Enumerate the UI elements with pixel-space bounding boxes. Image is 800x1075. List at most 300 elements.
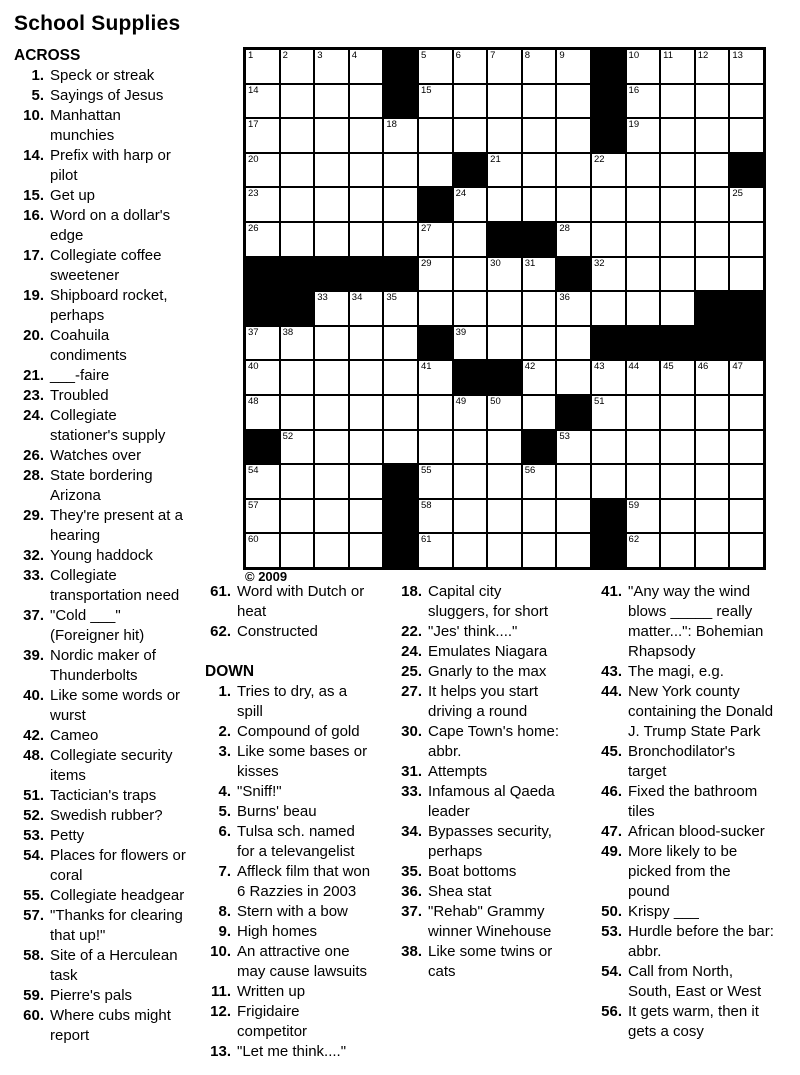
black-cell [556, 257, 591, 292]
grid-cell[interactable] [314, 153, 349, 188]
black-cell [591, 533, 626, 568]
grid-cell[interactable] [314, 464, 349, 499]
grid-cell[interactable] [453, 533, 488, 568]
copyright-notice: © 2009 [245, 569, 288, 584]
grid-cell[interactable] [418, 395, 453, 430]
grid-cell[interactable] [453, 464, 488, 499]
grid-cell[interactable] [245, 49, 280, 84]
grid-cell[interactable] [591, 187, 626, 222]
cell-number: 31 [524, 257, 536, 269]
grid-cell[interactable] [280, 49, 315, 84]
grid-cell[interactable] [729, 118, 764, 153]
clue-number: 1. [31, 67, 44, 84]
grid-cell[interactable] [626, 118, 661, 153]
grid-cell[interactable] [383, 326, 418, 361]
grid-cell[interactable] [660, 464, 695, 499]
clue-item [398, 822, 566, 862]
grid-cell[interactable] [280, 326, 315, 361]
clue-text: Collegiate coffee sweetener [50, 247, 162, 284]
clue-number: 31. [401, 763, 422, 780]
cell-number: 44 [628, 361, 640, 373]
clue-item [205, 1002, 373, 1042]
clue-item [205, 622, 373, 642]
black-cell [591, 326, 626, 361]
grid-cell[interactable] [349, 499, 384, 534]
cell-number: 59 [628, 499, 640, 511]
grid-cell[interactable] [418, 430, 453, 465]
cell-number: 35 [386, 292, 397, 304]
grid-cell[interactable] [556, 187, 591, 222]
grid-cell[interactable] [522, 464, 557, 499]
grid-cell[interactable] [522, 49, 557, 84]
cell-number: 45 [663, 361, 674, 373]
grid-cell[interactable] [695, 257, 730, 292]
clue-number: 26. [23, 447, 44, 464]
grid-cell[interactable] [314, 395, 349, 430]
grid-cell[interactable] [314, 222, 349, 257]
grid-cell[interactable] [453, 49, 488, 84]
clue-text: Young haddock [50, 547, 153, 564]
grid-cell[interactable] [660, 360, 695, 395]
grid-cell[interactable] [349, 84, 384, 119]
grid-cell[interactable] [487, 84, 522, 119]
cell-number: 55 [420, 465, 432, 477]
clue-item [14, 1006, 187, 1046]
grid-cell[interactable] [660, 533, 695, 568]
clue-number: 5. [218, 803, 231, 820]
grid-cell[interactable] [487, 257, 522, 292]
clue-text: Word on a dollar's edge [50, 207, 171, 244]
grid-cell[interactable] [626, 84, 661, 119]
black-cell [383, 533, 418, 568]
grid-cell[interactable] [626, 430, 661, 465]
clue-item [398, 622, 566, 642]
grid-cell[interactable] [591, 360, 626, 395]
grid-cell[interactable] [695, 360, 730, 395]
grid-cell[interactable] [314, 360, 349, 395]
grid-cell[interactable] [556, 430, 591, 465]
grid-cell[interactable] [522, 118, 557, 153]
clue-number: 1. [218, 683, 231, 700]
grid-cell[interactable] [349, 430, 384, 465]
grid-cell[interactable] [522, 326, 557, 361]
black-cell [280, 257, 315, 292]
clue-text: Bronchodilator's target [628, 743, 736, 780]
grid-cell[interactable] [280, 499, 315, 534]
clue-text: Tulsa sch. named for a televangelist [237, 823, 355, 860]
grid-cell[interactable] [487, 533, 522, 568]
grid-cell[interactable] [729, 499, 764, 534]
grid-cell[interactable] [591, 222, 626, 257]
grid-cell[interactable] [280, 118, 315, 153]
grid-cell[interactable] [626, 291, 661, 326]
grid-cell[interactable] [453, 222, 488, 257]
grid-cell[interactable] [695, 464, 730, 499]
clue-number: 56. [601, 1003, 622, 1020]
grid-cell[interactable] [349, 533, 384, 568]
grid-cell[interactable] [349, 153, 384, 188]
grid-cell[interactable] [383, 291, 418, 326]
down-heading: DOWN [205, 663, 255, 680]
grid-cell[interactable] [626, 153, 661, 188]
grid-cell[interactable] [453, 187, 488, 222]
cell-number: 56 [524, 465, 536, 477]
clue-item [596, 582, 774, 662]
clue-item [14, 106, 187, 146]
black-cell [314, 257, 349, 292]
clue-item [205, 782, 373, 802]
grid-cell[interactable] [522, 84, 557, 119]
grid-cell[interactable] [245, 464, 280, 499]
grid-cell[interactable] [280, 187, 315, 222]
grid-cell[interactable] [280, 464, 315, 499]
grid-cell[interactable] [314, 291, 349, 326]
grid-cell[interactable] [522, 395, 557, 430]
clue-text: It gets warm, then it gets a cosy [628, 1003, 759, 1040]
grid-cell[interactable] [280, 84, 315, 119]
grid-cell[interactable] [349, 360, 384, 395]
clue-item [205, 982, 373, 1002]
cell-number: 52 [282, 430, 294, 442]
grid-cell[interactable] [660, 84, 695, 119]
clue-number: 51. [23, 787, 44, 804]
clue-item [14, 786, 187, 806]
grid-cell[interactable] [591, 430, 626, 465]
grid-cell[interactable] [660, 118, 695, 153]
grid-cell[interactable] [453, 257, 488, 292]
grid-cell[interactable] [487, 499, 522, 534]
grid-cell[interactable] [314, 187, 349, 222]
cell-number: 21 [490, 153, 501, 165]
clue-number: 46. [601, 783, 622, 800]
grid-cell[interactable] [556, 326, 591, 361]
cell-number: 2 [282, 50, 288, 61]
grid-cell[interactable] [729, 187, 764, 222]
black-cell [729, 153, 764, 188]
grid-cell[interactable] [418, 360, 453, 395]
grid-cell[interactable] [453, 84, 488, 119]
grid-cell[interactable] [453, 395, 488, 430]
grid-cell[interactable] [660, 49, 695, 84]
grid-cell[interactable] [591, 257, 626, 292]
clue-number: 30. [401, 723, 422, 740]
clue-text: Call from North, South, East or West [628, 963, 762, 1000]
cell-number: 16 [628, 84, 640, 96]
grid-cell[interactable] [729, 533, 764, 568]
clue-text: Compound of gold [237, 723, 360, 740]
clue-text: Petty [50, 827, 85, 844]
clue-text: Capital city sluggers, for short [428, 583, 549, 620]
grid-cell[interactable] [626, 464, 661, 499]
grid-cell[interactable] [729, 395, 764, 430]
across-clue-column [14, 46, 187, 1046]
puzzle-title: School Supplies [14, 12, 181, 35]
grid-cell[interactable] [591, 395, 626, 430]
grid-cell[interactable] [729, 257, 764, 292]
clue-text: Site of a Herculean task [50, 947, 178, 984]
grid-cell[interactable] [383, 153, 418, 188]
clue-number: 58. [23, 947, 44, 964]
clue-item [14, 946, 187, 986]
black-cell [695, 291, 730, 326]
grid-cell[interactable] [245, 118, 280, 153]
clue-item [205, 802, 373, 822]
grid-cell[interactable] [522, 533, 557, 568]
grid-cell[interactable] [245, 153, 280, 188]
clue-text: Burns' beau [237, 803, 317, 820]
grid-cell[interactable] [487, 187, 522, 222]
cell-number: 11 [663, 50, 673, 61]
grid-cell[interactable] [660, 395, 695, 430]
grid-cell[interactable] [660, 257, 695, 292]
clue-item [14, 566, 187, 606]
cell-number: 47 [732, 361, 743, 373]
clue-text: Collegiate headgear [50, 887, 185, 904]
cell-number: 15 [420, 84, 432, 96]
grid-cell[interactable] [626, 187, 661, 222]
grid-cell[interactable] [349, 326, 384, 361]
grid-cell[interactable] [245, 499, 280, 534]
grid-cell[interactable] [487, 395, 522, 430]
grid-cell[interactable] [660, 291, 695, 326]
grid-cell[interactable] [660, 499, 695, 534]
grid-cell[interactable] [280, 430, 315, 465]
grid-cell[interactable] [660, 222, 695, 257]
black-cell [487, 222, 522, 257]
grid-cell[interactable] [487, 49, 522, 84]
grid-cell[interactable] [383, 187, 418, 222]
grid-cell[interactable] [522, 153, 557, 188]
clue-number: 59. [23, 987, 44, 1004]
grid-cell[interactable] [349, 464, 384, 499]
grid-cell[interactable] [314, 533, 349, 568]
grid-cell[interactable] [418, 153, 453, 188]
grid-cell[interactable] [453, 326, 488, 361]
grid-cell[interactable] [418, 499, 453, 534]
grid-cell[interactable] [695, 499, 730, 534]
grid-cell[interactable] [383, 222, 418, 257]
grid-cell[interactable] [418, 118, 453, 153]
clue-text: Troubled [50, 387, 109, 404]
cell-number: 19 [628, 119, 640, 131]
grid-cell[interactable] [556, 153, 591, 188]
grid-cell[interactable] [280, 395, 315, 430]
grid-cell[interactable] [729, 222, 764, 257]
clue-text: Attempts [428, 763, 488, 780]
grid-cell[interactable] [314, 499, 349, 534]
clue-number: 9. [218, 923, 231, 940]
cell-number: 3 [317, 50, 323, 61]
grid-cell[interactable] [522, 360, 557, 395]
clue-item [14, 806, 187, 826]
grid-cell[interactable] [626, 257, 661, 292]
black-cell [383, 84, 418, 119]
grid-cell[interactable] [695, 222, 730, 257]
grid-cell[interactable] [245, 187, 280, 222]
grid-cell[interactable] [522, 291, 557, 326]
grid-cell[interactable] [487, 430, 522, 465]
black-cell [522, 222, 557, 257]
grid-cell[interactable] [245, 84, 280, 119]
grid-cell[interactable] [626, 395, 661, 430]
grid-cell[interactable] [556, 499, 591, 534]
grid-cell[interactable] [383, 395, 418, 430]
grid-cell[interactable] [349, 187, 384, 222]
grid-cell[interactable] [280, 360, 315, 395]
black-cell [729, 291, 764, 326]
grid-cell[interactable] [314, 49, 349, 84]
grid-cell[interactable] [660, 430, 695, 465]
clue-number: 43. [601, 663, 622, 680]
grid-cell[interactable] [418, 84, 453, 119]
clue-item [14, 186, 187, 206]
grid-cell[interactable] [556, 291, 591, 326]
clue-text: Written up [237, 983, 306, 1000]
grid-cell[interactable] [245, 395, 280, 430]
grid-cell[interactable] [626, 222, 661, 257]
grid-cell[interactable] [695, 430, 730, 465]
clue-number: 18. [401, 583, 422, 600]
grid-cell[interactable] [695, 49, 730, 84]
grid-cell[interactable] [556, 222, 591, 257]
grid-cell[interactable] [660, 187, 695, 222]
grid-cell[interactable] [522, 187, 557, 222]
grid-cell[interactable] [349, 49, 384, 84]
grid-cell[interactable] [453, 430, 488, 465]
grid-cell[interactable] [245, 533, 280, 568]
cell-number: 62 [628, 534, 640, 546]
grid-cell[interactable] [418, 533, 453, 568]
grid-cell[interactable] [626, 499, 661, 534]
grid-cell[interactable] [487, 291, 522, 326]
black-cell [418, 187, 453, 222]
clue-text: It helps you start driving a round [428, 683, 539, 720]
clue-number: 10. [23, 107, 44, 124]
grid-cell[interactable] [418, 222, 453, 257]
grid-cell[interactable] [245, 222, 280, 257]
clue-number: 8. [218, 903, 231, 920]
clue-item [596, 902, 774, 922]
grid-cell[interactable] [314, 118, 349, 153]
grid-cell[interactable] [729, 430, 764, 465]
grid-cell[interactable] [418, 291, 453, 326]
clue-text: Infamous al Qaeda leader [428, 783, 555, 820]
grid-cell[interactable] [729, 360, 764, 395]
grid-cell[interactable] [349, 118, 384, 153]
grid-cell[interactable] [695, 84, 730, 119]
grid-cell[interactable] [695, 118, 730, 153]
grid-cell[interactable] [695, 395, 730, 430]
down-clue-list-2 [398, 582, 566, 982]
clue-item [14, 466, 187, 506]
grid-cell[interactable] [695, 153, 730, 188]
grid-cell[interactable] [729, 464, 764, 499]
grid-cell[interactable] [591, 153, 626, 188]
clue-number: 24. [401, 643, 422, 660]
clue-text: High homes [237, 923, 318, 940]
grid-cell[interactable] [383, 360, 418, 395]
grid-cell[interactable] [280, 153, 315, 188]
grid-cell[interactable] [487, 464, 522, 499]
cell-number: 61 [420, 534, 432, 546]
cell-number: 8 [524, 50, 531, 61]
grid-cell[interactable] [280, 533, 315, 568]
grid-cell[interactable] [349, 222, 384, 257]
grid-cell[interactable] [245, 326, 280, 361]
cell-number: 26 [248, 222, 259, 234]
grid-cell[interactable] [245, 360, 280, 395]
grid-cell[interactable] [453, 118, 488, 153]
grid-cell[interactable] [418, 49, 453, 84]
grid-cell[interactable] [314, 326, 349, 361]
clue-item [398, 642, 566, 662]
clue-item [398, 862, 566, 882]
clue-text: Gnarly to the max [428, 663, 547, 680]
grid-cell[interactable] [695, 187, 730, 222]
clue-text: New York county containing the Donald J. Trump State Park [628, 683, 774, 740]
grid-cell[interactable] [383, 118, 418, 153]
grid-cell[interactable] [556, 464, 591, 499]
grid-cell[interactable] [487, 118, 522, 153]
clue-number: 4. [218, 783, 231, 800]
grid-cell[interactable] [626, 49, 661, 84]
clue-text: Word with Dutch or heat [237, 583, 365, 620]
clue-item [205, 902, 373, 922]
clue-item [14, 746, 187, 786]
cell-number: 6 [455, 50, 461, 61]
clue-text: "Let me think...." [237, 1043, 347, 1060]
clue-item [14, 386, 187, 406]
grid-cell[interactable] [314, 84, 349, 119]
grid-cell[interactable] [556, 533, 591, 568]
cell-number: 18 [386, 119, 397, 131]
grid-cell[interactable] [418, 464, 453, 499]
grid-cell[interactable] [349, 395, 384, 430]
grid-cell[interactable] [453, 499, 488, 534]
grid-cell[interactable] [556, 49, 591, 84]
grid-cell[interactable] [729, 49, 764, 84]
grid-cell[interactable] [591, 291, 626, 326]
grid-cell[interactable] [660, 153, 695, 188]
cell-number: 9 [559, 50, 565, 61]
grid-cell[interactable] [453, 291, 488, 326]
grid-cell[interactable] [314, 430, 349, 465]
grid-cell[interactable] [487, 153, 522, 188]
grid-cell[interactable] [626, 360, 661, 395]
grid-cell[interactable] [626, 533, 661, 568]
grid-cell[interactable] [695, 533, 730, 568]
clue-text: They're present at a hearing [50, 507, 183, 544]
grid-cell[interactable] [487, 326, 522, 361]
clue-text: "Rehab" Grammy winner Winehouse [428, 903, 552, 940]
grid-cell[interactable] [729, 84, 764, 119]
clue-item [205, 862, 373, 902]
grid-cell[interactable] [280, 222, 315, 257]
grid-cell[interactable] [556, 360, 591, 395]
grid-cell[interactable] [349, 291, 384, 326]
black-cell [280, 291, 315, 326]
black-cell [660, 326, 695, 361]
grid-cell[interactable] [522, 257, 557, 292]
clue-number: 33. [401, 783, 422, 800]
grid-cell[interactable] [522, 499, 557, 534]
grid-cell[interactable] [591, 464, 626, 499]
clue-item [205, 742, 373, 782]
grid-cell[interactable] [383, 430, 418, 465]
grid-cell[interactable] [556, 84, 591, 119]
grid-cell[interactable] [418, 257, 453, 292]
grid-cell[interactable] [556, 118, 591, 153]
